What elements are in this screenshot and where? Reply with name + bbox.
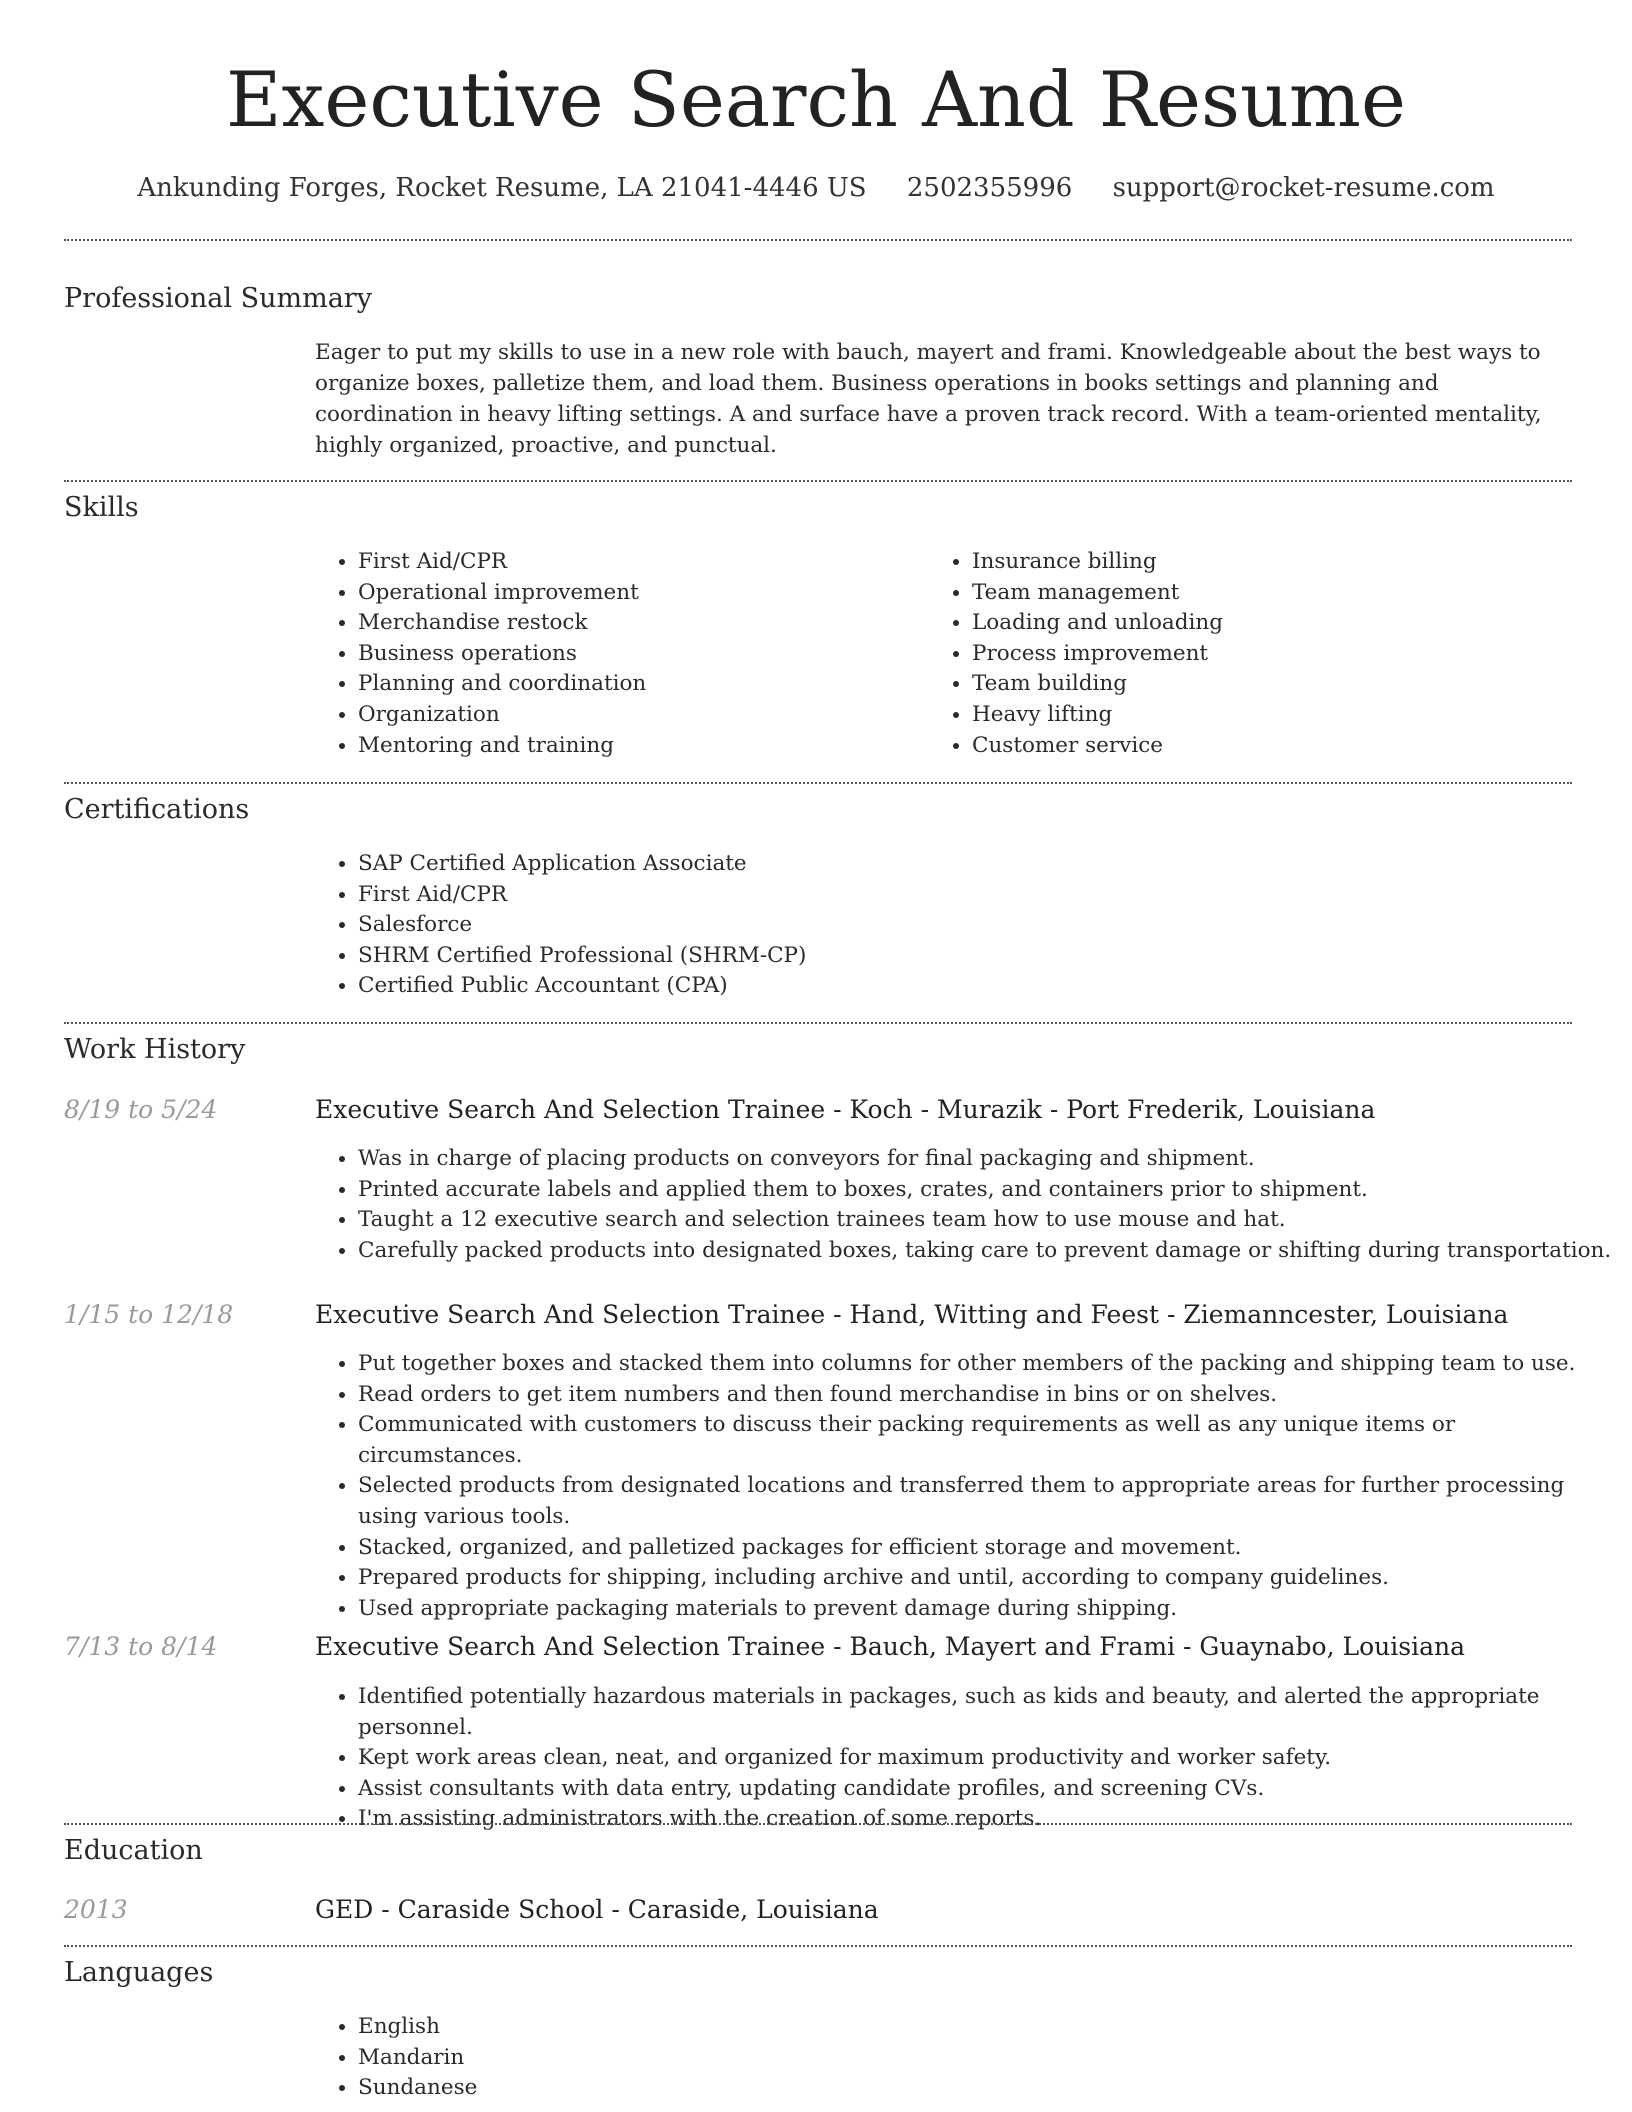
job-bullet: • Used appropriate packaging materials to prevent damage during shipping. bbox=[358, 1594, 1620, 1625]
section-heading-languages: Languages bbox=[64, 1957, 214, 1988]
language-item: • Sundanese bbox=[358, 2073, 958, 2104]
contact-phone: 2502355996 bbox=[906, 173, 1073, 203]
skill-item: • First Aid/CPR bbox=[358, 547, 918, 578]
section-divider bbox=[64, 480, 1572, 482]
job-bullet: • Identified potentially hazardous materials in packages, such as kids and beauty, and alerted the appropriate personnel. bbox=[358, 1682, 1620, 1743]
skill-item: • Operational improvement bbox=[358, 578, 918, 609]
contact-address: Ankunding Forges, Rocket Resume, LA 21041-4446 US bbox=[137, 173, 867, 203]
skills-list-left bbox=[314, 547, 918, 761]
skill-item: • Planning and coordination bbox=[358, 669, 918, 700]
job-dates: 8/19 to 5/24 bbox=[64, 1095, 218, 1124]
skill-item: • Customer service bbox=[972, 731, 1572, 762]
section-heading-work-history: Work History bbox=[64, 1034, 246, 1065]
language-item: • English bbox=[358, 2012, 958, 2043]
certification-item: • SAP Certified Application Associate bbox=[358, 849, 1558, 880]
skill-item: • Team management bbox=[972, 578, 1572, 609]
job-bullet: • Printed accurate labels and applied them to boxes, crates, and containers prior to shipment. bbox=[358, 1175, 1620, 1206]
job-bullet: • Selected products from designated locations and transferred them to appropriate areas for further processing using various tools. bbox=[358, 1471, 1620, 1532]
resume-name: Executive Search And Resume bbox=[226, 55, 1406, 144]
job-bullet: • Taught a 12 executive search and selection trainees team how to use mouse and hat. bbox=[358, 1205, 1620, 1236]
job-bullets bbox=[314, 1682, 1620, 1835]
job-bullet: • Assist consultants with data entry, updating candidate profiles, and screening CVs. bbox=[358, 1774, 1620, 1805]
job-bullet: • Kept work areas clean, neat, and organized for maximum productivity and worker safety. bbox=[358, 1743, 1620, 1774]
skills-list-right bbox=[928, 547, 1572, 761]
education-entry: GED - Caraside School - Caraside, Louisiana bbox=[315, 1895, 879, 1924]
job-title: Executive Search And Selection Trainee - Koch - Murazik - Port Frederik, Louisiana bbox=[315, 1095, 1376, 1124]
languages-list bbox=[314, 2012, 958, 2104]
summary-text: Eager to put my skills to use in a new role with bauch, mayert and frami. Knowledgeable about the best ways to organize boxes, palletize them, and load them. Business operations in books settings and planning and coordination in heavy lifting settings. A and surface have a proven track record. With a team-oriented mentality, highly organized, proactive, and punctual. bbox=[315, 340, 1542, 458]
skill-item: • Organization bbox=[358, 700, 918, 731]
job-bullet: • Prepared products for shipping, including archive and until, according to company guidelines. bbox=[358, 1563, 1620, 1594]
certifications-list bbox=[314, 849, 1558, 1002]
contact-email: support@rocket-resume.com bbox=[1112, 173, 1495, 203]
job-bullets bbox=[314, 1349, 1620, 1624]
certification-item: • First Aid/CPR bbox=[358, 880, 1558, 911]
job-bullet: • Carefully packed products into designated boxes, taking care to prevent damage or shifting during transportation. bbox=[358, 1236, 1620, 1267]
section-divider bbox=[64, 1022, 1572, 1024]
section-heading-education: Education bbox=[64, 1835, 203, 1866]
skill-item: • Team building bbox=[972, 669, 1572, 700]
job-dates: 7/13 to 8/14 bbox=[64, 1632, 218, 1661]
section-divider bbox=[64, 1823, 1572, 1825]
job-bullet: • Communicated with customers to discuss their packing requirements as well as any unique items or circumstances. bbox=[358, 1410, 1620, 1471]
section-heading-certifications: Certifications bbox=[64, 794, 250, 825]
certification-item: • Salesforce bbox=[358, 910, 1558, 941]
job-bullet: • Put together boxes and stacked them into columns for other members of the packing and shipping team to use. bbox=[358, 1349, 1620, 1380]
skill-item: • Loading and unloading bbox=[972, 608, 1572, 639]
job-bullet: • Read orders to get item numbers and then found merchandise in bins or on shelves. bbox=[358, 1380, 1620, 1411]
section-divider bbox=[64, 239, 1572, 241]
education-year: 2013 bbox=[64, 1895, 128, 1924]
section-divider bbox=[64, 1945, 1572, 1947]
skill-item: • Heavy lifting bbox=[972, 700, 1572, 731]
job-bullet: • I'm assisting administrators with the creation of some reports. bbox=[358, 1804, 1620, 1835]
certification-item: • SHRM Certified Professional (SHRM-CP) bbox=[358, 941, 1558, 972]
skill-item: • Merchandise restock bbox=[358, 608, 918, 639]
job-title: Executive Search And Selection Trainee - Bauch, Mayert and Frami - Guaynabo, Louisiana bbox=[315, 1632, 1465, 1661]
section-divider bbox=[64, 782, 1572, 784]
contact-line bbox=[0, 168, 1632, 208]
language-item: • Mandarin bbox=[358, 2043, 958, 2074]
job-bullets bbox=[314, 1144, 1620, 1266]
section-heading-summary: Professional Summary bbox=[64, 283, 372, 314]
skill-item: • Process improvement bbox=[972, 639, 1572, 670]
job-bullet: • Was in charge of placing products on conveyors for final packaging and shipment. bbox=[358, 1144, 1620, 1175]
certification-item: • Certified Public Accountant (CPA) bbox=[358, 971, 1558, 1002]
job-title: Executive Search And Selection Trainee - Hand, Witting and Feest - Ziemanncester, Louisiana bbox=[315, 1300, 1509, 1329]
skill-item: • Mentoring and training bbox=[358, 731, 918, 762]
skill-item: • Business operations bbox=[358, 639, 918, 670]
section-heading-skills: Skills bbox=[64, 492, 139, 523]
job-dates: 1/15 to 12/18 bbox=[64, 1300, 234, 1329]
skill-item: • Insurance billing bbox=[972, 547, 1572, 578]
job-bullet: • Stacked, organized, and palletized packages for efficient storage and movement. bbox=[358, 1533, 1620, 1564]
